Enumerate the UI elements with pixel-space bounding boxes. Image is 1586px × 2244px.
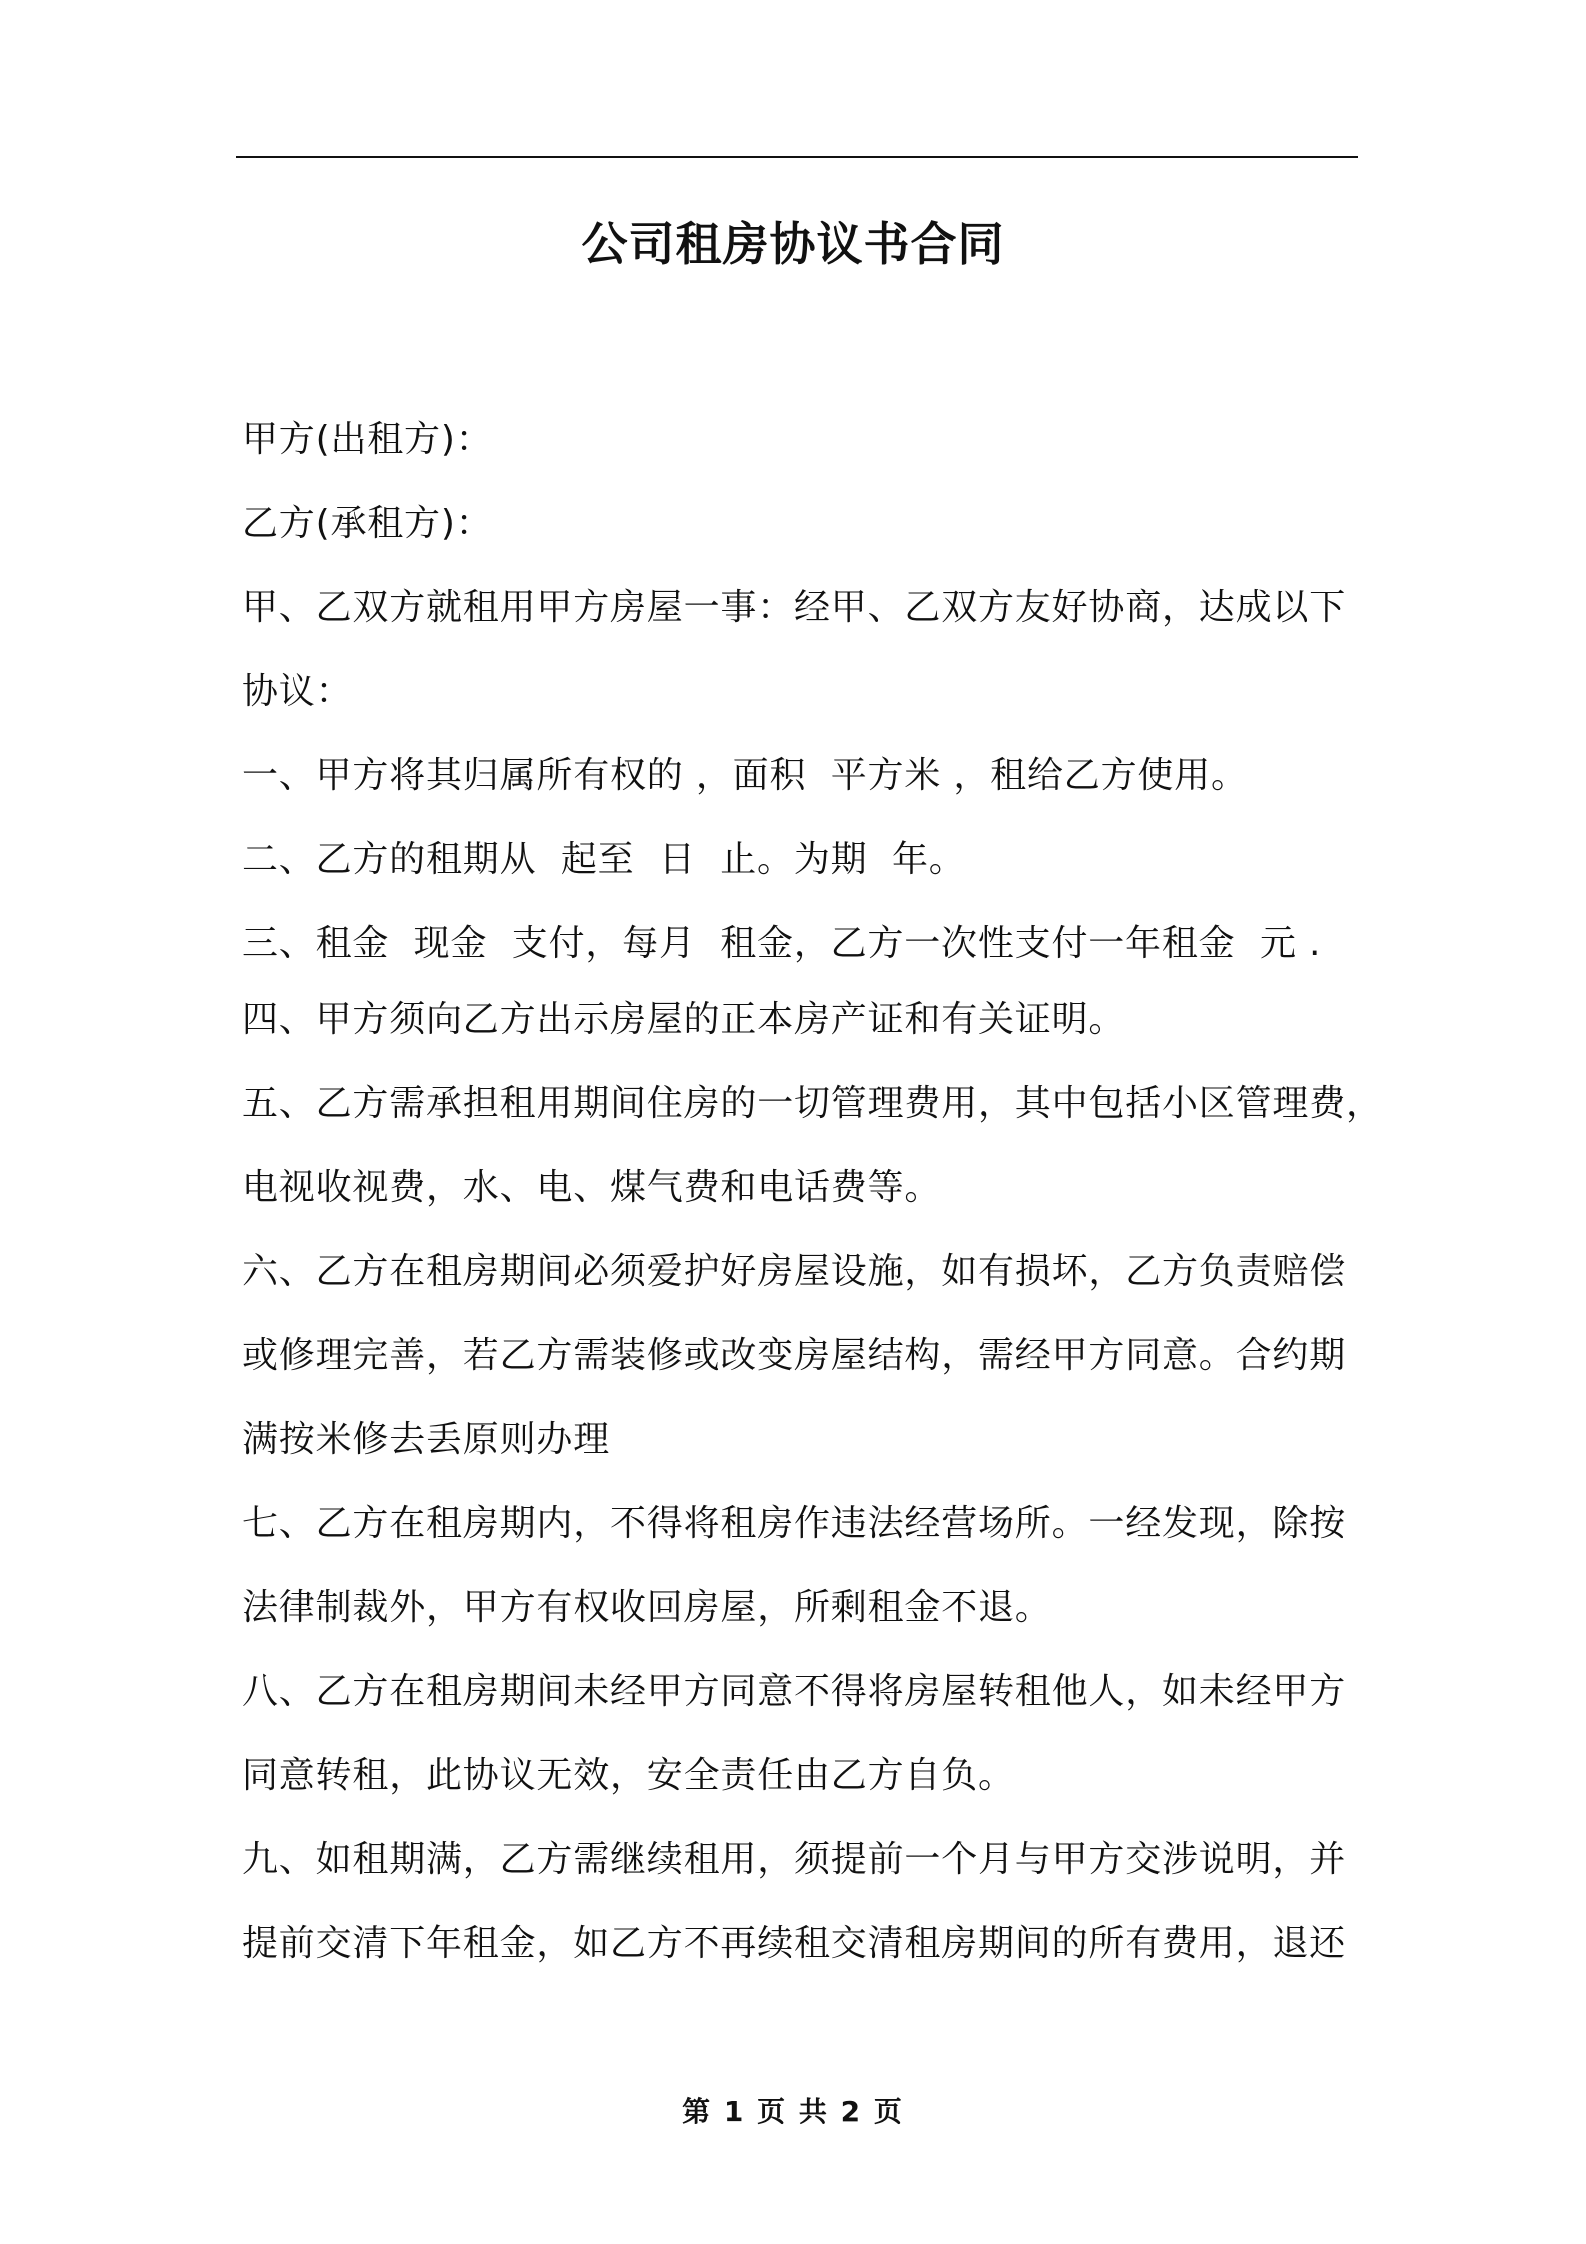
text-line-clause-6: 六、乙方在租房期间必须爱护好房屋设施，如有损坏，乙方负责赔偿 [242,1251,1347,1292]
text-line-clause-1: 一、甲方将其归属所有权的 ，面积 平方米 ，租给乙方使用。 [242,755,1248,796]
text-line-party-a: 甲方(出租方)： [242,419,493,460]
text-line-clause-7-cont: 法律制裁外，甲方有权收回房屋，所剩租金不退。 [242,1587,1052,1628]
text-line-clause-5: 五、乙方需承担租用期间住房的一切管理费用，其中包括小区管理费， [242,1083,1383,1124]
text-line-clause-6-cont: 或修理完善，若乙方需装修或改变房屋结构，需经甲方同意。合约期 [242,1335,1347,1376]
contract-body [242,410,1383,1998]
text-line-clause-6-end: 满按米修去丢原则办理 [242,1419,611,1460]
text-line-clause-9: 九、如租期满，乙方需继续租用，须提前一个月与甲方交涉说明，并 [242,1839,1347,1880]
text-line-party-b: 乙方(承租方)： [242,503,493,544]
text-line-clause-2: 二、乙方的租期从 起至 日 止。为期 年。 [242,839,966,880]
header-rule [236,156,1358,158]
text-line-clause-9-cont: 提前交清下年租金，如乙方不再续租交清租房期间的所有费用，退还 [242,1923,1347,1964]
page-footer: 第 1 页 共 2 页 [682,2095,904,2128]
text-line-clause-8: 八、乙方在租房期间未经甲方同意不得将房屋转租他人，如未经甲方 [242,1671,1347,1712]
text-line-clause-4: 四、甲方须向乙方出示房屋的正本房产证和有关证明。 [242,999,1126,1040]
text-line-clause-3: 三、租金 现金 支付，每月 租金，乙方一次性支付一年租金 元 . [242,923,1322,964]
text-line-clause-7: 七、乙方在租房期内，不得将租房作违法经营场所。一经发现，除按 [242,1503,1347,1544]
text-line-preamble-cont: 协议： [242,671,353,712]
document-title: 公司租房协议书合同 [581,217,1005,271]
text-line-clause-5-cont: 电视收视费，水、电、煤气费和电话费等。 [242,1167,942,1208]
text-line-preamble: 甲、乙双方就租用甲方房屋一事：经甲、乙双方友好协商，达成以下 [242,587,1347,628]
text-line-clause-8-cont: 同意转租，此协议无效，安全责任由乙方自负。 [242,1755,1015,1796]
